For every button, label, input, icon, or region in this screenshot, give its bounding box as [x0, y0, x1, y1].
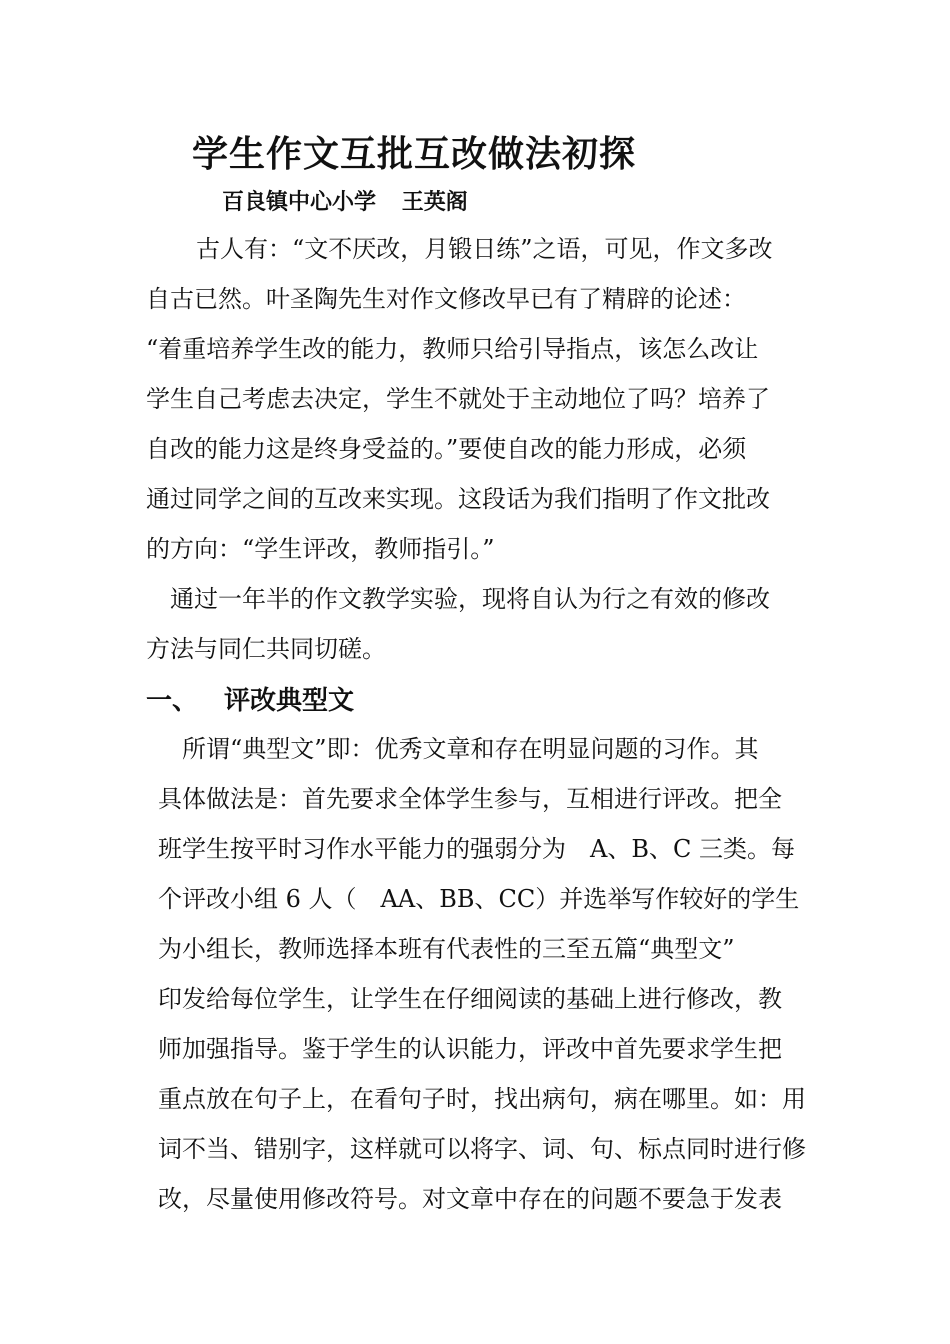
experience-line: 通过一年半的作文教学实验，现将自认为行之有效的修改: [170, 585, 770, 613]
section-line: 所谓“典型文”即：优秀文章和存在明显问题的习作。其: [182, 735, 759, 763]
section-line: 重点放在句子上，在看句子时，找出病句，病在哪里。如：用: [158, 1085, 806, 1113]
author-name: 王英阁: [401, 189, 468, 215]
section-line: 班学生按平时习作水平能力的强弱分为 A、B、C 三类。每: [158, 835, 795, 863]
intro-line: “着重培养学生改的能力，教师只给引导指点，该怎么改让: [146, 335, 759, 363]
author-school: 百良镇中心小学: [222, 189, 377, 215]
intro-line: 自古已然。叶圣陶先生对作文修改早已有了精辟的论述：: [146, 285, 746, 313]
page-title: 学生作文互批互改做法初探: [192, 133, 637, 175]
section-line: 词不当、错别字，这样就可以将字、词、句、标点同时进行修: [158, 1135, 806, 1163]
intro-line: 的方向：“学生评改，教师指引。”: [146, 535, 495, 563]
experience-line: 方法与同仁共同切磋。: [146, 635, 386, 663]
section-line: 个评改小组 6 人（ AA、BB、CC）并选举写作较好的学生: [158, 885, 800, 913]
section-line: 为小组长，教师选择本班有代表性的三至五篇“典型文”: [158, 935, 735, 963]
intro-line: 学生自己考虑去决定，学生不就处于主动地位了吗？培养了: [146, 385, 770, 413]
intro-line: 自改的能力这是终身受益的。”要使自改的能力形成，必须: [146, 435, 747, 463]
section-line: 改，尽量使用修改符号。对文章中存在的问题不要急于发表: [158, 1185, 782, 1213]
section-line: 具体做法是：首先要求全体学生参与，互相进行评改。把全: [158, 785, 782, 813]
section-heading: [146, 680, 354, 717]
section-number: 一、: [146, 686, 199, 716]
section-line: 印发给每位学生，让学生在仔细阅读的基础上进行修改，教: [158, 985, 782, 1013]
section-line: 师加强指导。鉴于学生的认识能力，评改中首先要求学生把: [158, 1035, 782, 1063]
intro-line: 通过同学之间的互改来实现。这段话为我们指明了作文批改: [146, 485, 770, 513]
author-line: [222, 185, 468, 216]
intro-line: 古人有：“文不厌改，月锻日练”之语，可见，作文多改: [196, 235, 773, 263]
section-title: 评改典型文: [224, 686, 355, 716]
